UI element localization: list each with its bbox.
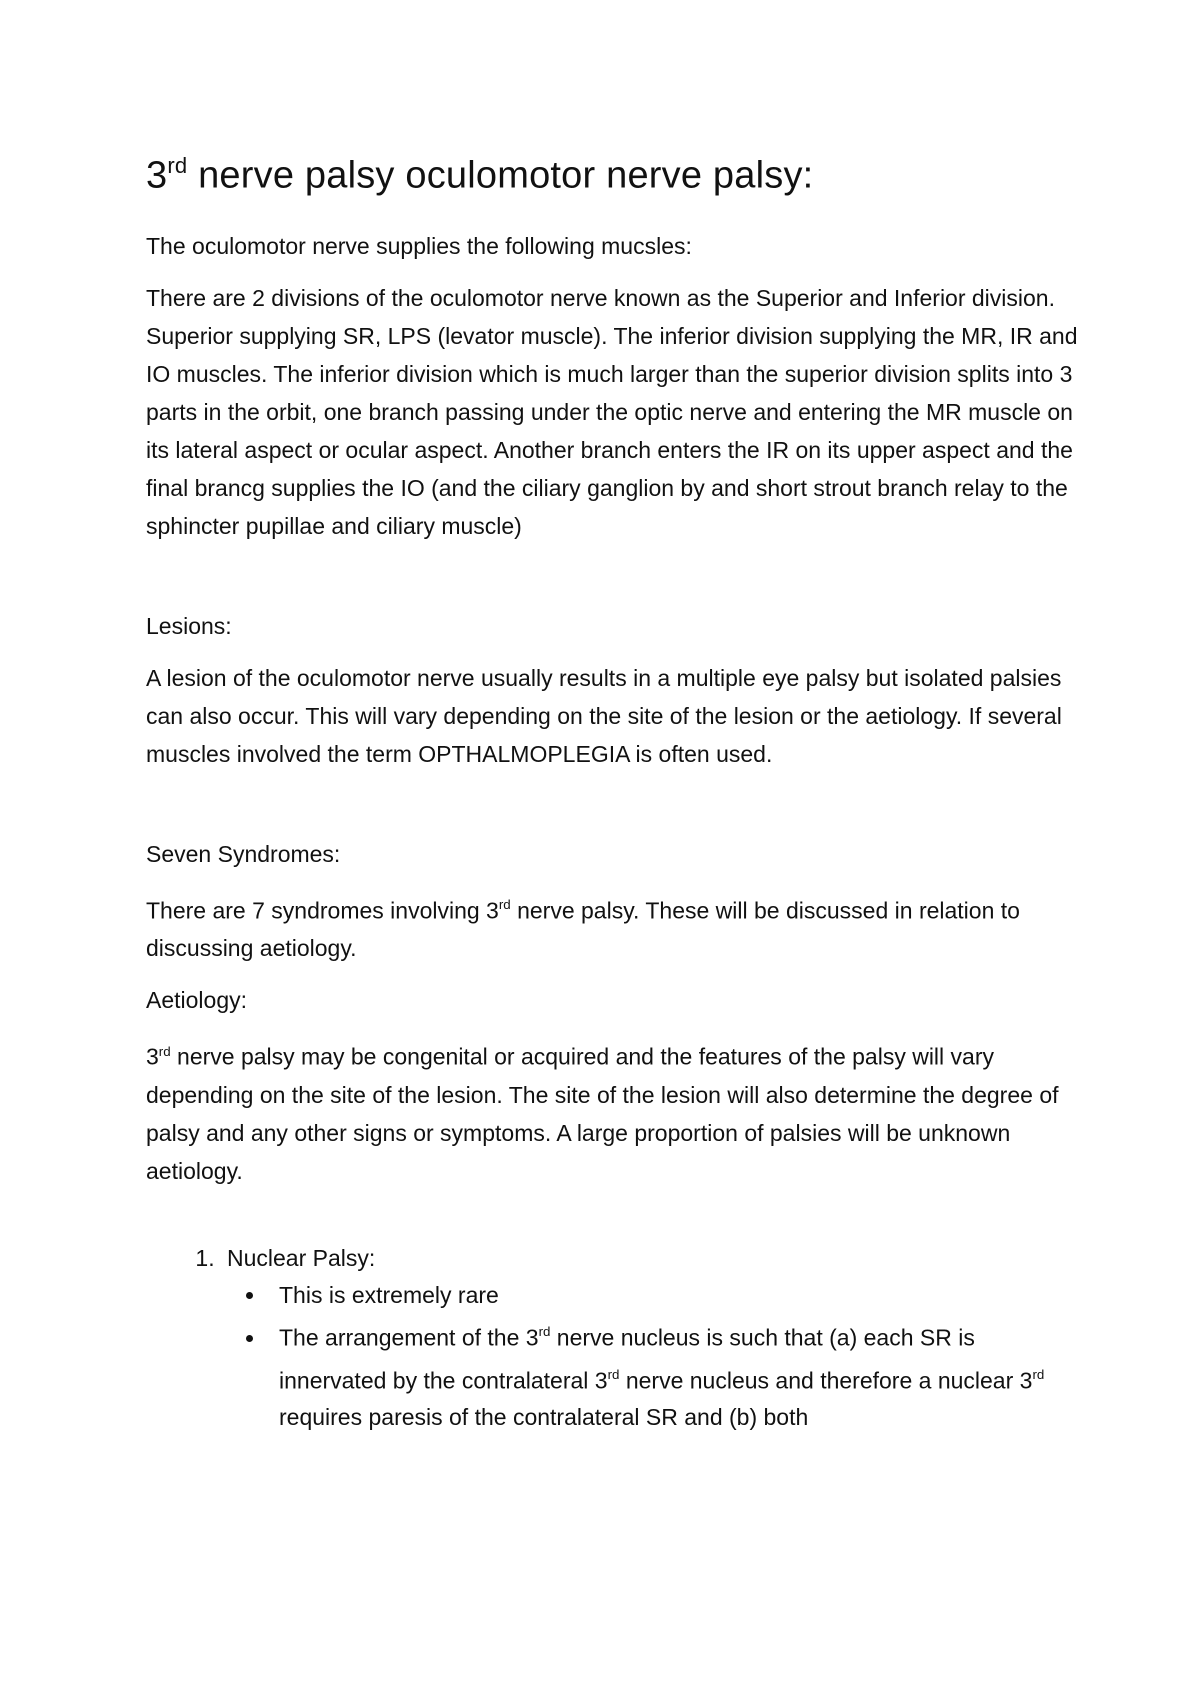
intro-paragraph: The oculomotor nerve supplies the following mucsles: xyxy=(146,232,692,259)
document-body xyxy=(146,142,1081,1436)
lesions-paragraph: A lesion of the oculomotor nerve usually results in a multiple eye palsy but isolated palsies can also occur. This will vary depending on the site of the lesion or the aetiology. If several muscles involved the term OPTHALMOPLEGIA is often used. xyxy=(146,664,1062,767)
title-superscript: rd xyxy=(167,152,188,178)
list-item-label: Nuclear Palsy: xyxy=(227,1244,376,1271)
lesions-heading: Lesions: xyxy=(146,612,232,639)
bullet-list xyxy=(227,1277,1081,1436)
page-title: 3rd nerve palsy oculomotor nerve palsy: xyxy=(146,152,814,197)
list-item xyxy=(221,1240,1081,1436)
bullet-item: • This is extremely rare xyxy=(267,1277,1081,1314)
syndromes-heading: Seven Syndromes: xyxy=(146,840,341,867)
aetiology-heading: Aetiology: xyxy=(146,987,248,1014)
syndromes-paragraph: There are 7 syndromes involving 3rd nerve palsy. These will be discussed in relation to discussing aetiology. xyxy=(146,897,1020,962)
aetiology-paragraph: 3rd nerve palsy may be congenital or acquired and the features of the palsy will vary depending on the site of the lesion. The site of the lesion will also determine the degree of palsy and any other signs or symptoms. A large proportion of palsies will be unknown aetiology. xyxy=(146,1043,1059,1184)
bullet-item: • The arrangement of the 3rd nerve nucleus is such that (a) each SR is innervated by the contralateral 3rd nerve nucleus and therefore a nuclear 3rd requires paresis of the contralateral SR and (b) both xyxy=(267,1314,1081,1436)
numbered-list xyxy=(146,1240,1081,1436)
divisions-paragraph: There are 2 divisions of the oculomotor nerve known as the Superior and Inferior division. Superior supplying SR, LPS (levator muscle). The inferior division supplying the MR, IR and IO muscles. The inferior division which is much larger than the superior division splits into 3 parts in the orbit, one branch passing under the optic nerve and entering the MR muscle on its lateral aspect or ocular aspect. Another branch enters the IR on its upper aspect and the final brancg supplies the IO (and the ciliary ganglion by and short strout branch relay to the sphincter pupillae and ciliary muscle) xyxy=(146,284,1078,539)
